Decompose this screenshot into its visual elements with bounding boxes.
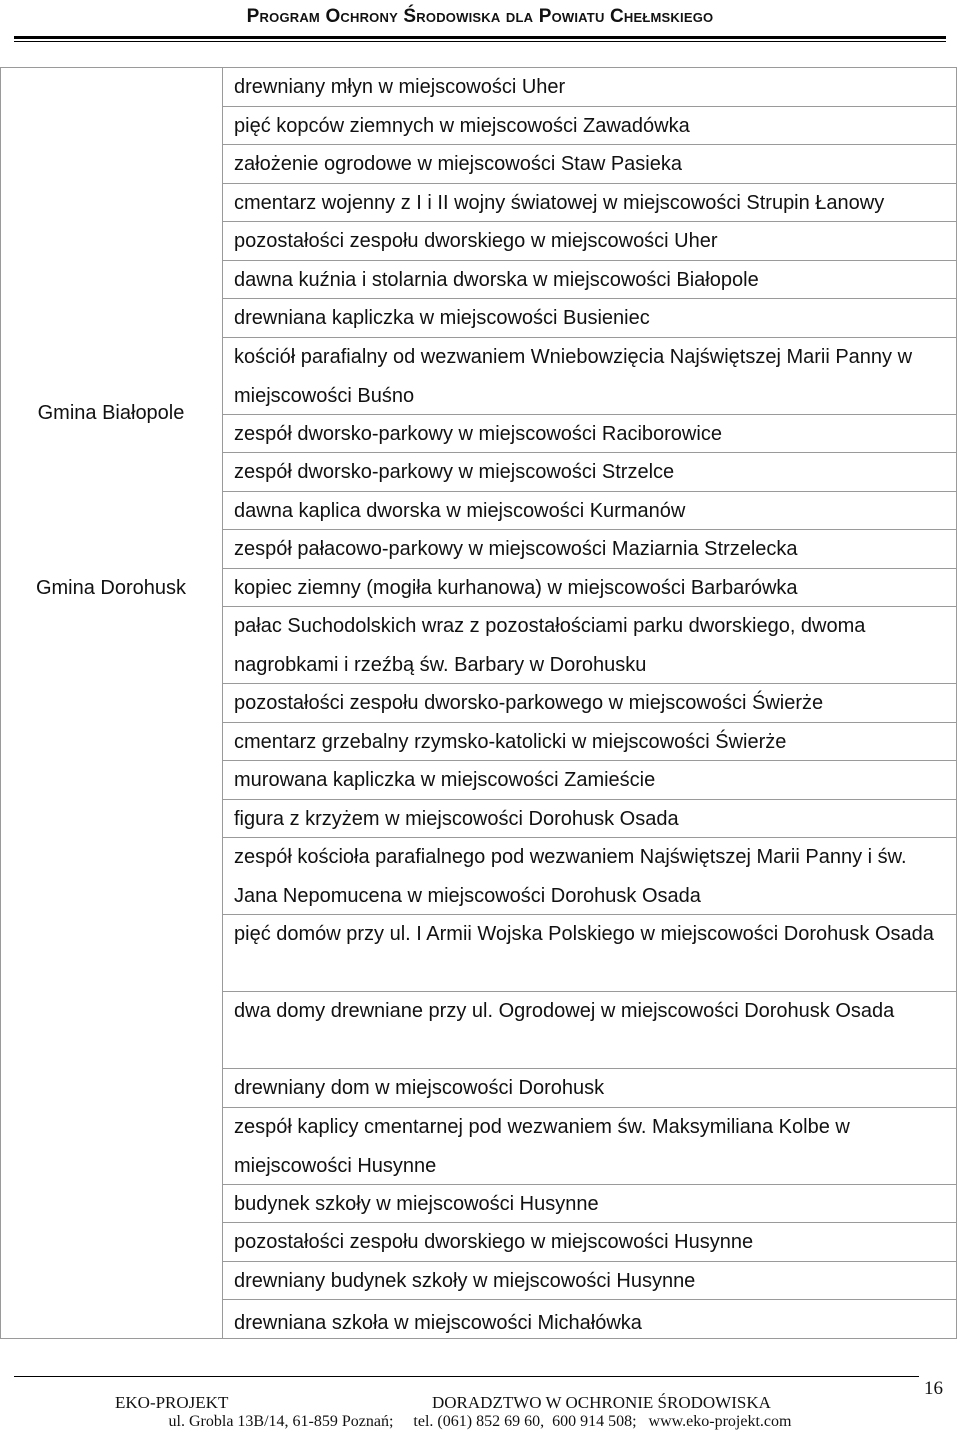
monument-entry: murowana kapliczka w miejscowości Zamieście xyxy=(234,769,656,791)
table-column-separator xyxy=(222,67,223,1339)
monument-entry: założenie ogrodowe w miejscowości Staw Pasieka xyxy=(234,153,682,175)
footer-rule xyxy=(14,1376,919,1377)
monument-entry: pozostałości zespołu dworsko-parkowego w miejscowości Świerże xyxy=(234,692,824,714)
monument-entry: pałac Suchodolskich wraz z pozostałościami parku dworskiego, dwoma nagrobkami i rzeźbą św. Barbary w Dorohusku xyxy=(234,615,866,676)
footer-website: www.eko-projekt.com xyxy=(648,1413,792,1430)
footer-service: DORADZTWO W OCHRONIE ŚRODOWISKA xyxy=(432,1393,771,1412)
monument-entry: drewniana kapliczka w miejscowości Busieniec xyxy=(234,307,650,329)
monument-entry: pięć domów przy ul. I Armii Wojska Polskiego w miejscowości Dorohusk Osada xyxy=(234,923,934,945)
monument-entry: figura z krzyżem w miejscowości Dorohusk Osada xyxy=(234,808,679,830)
monument-entry: pozostałości zespołu dworskiego w miejscowości Uher xyxy=(234,230,718,252)
monument-entry: kościół parafialny od wezwaniem Wniebowzięcia Najświętszej Marii Panny w miejscowości Buśno xyxy=(234,346,913,407)
monument-entry: dawna kuźnia i stolarnia dworska w miejscowości Białopole xyxy=(234,269,759,291)
page-header-title: Program Ochrony Środowiska dla Powiatu Chełmskiego xyxy=(246,6,714,27)
monument-entry: dwa domy drewniane przy ul. Ogrodowej w miejscowości Dorohusk Osada xyxy=(234,1000,895,1022)
monument-entry: pięć kopców ziemnych w miejscowości Zawadówka xyxy=(234,115,690,137)
monument-entry: budynek szkoły w miejscowości Husynne xyxy=(234,1193,599,1215)
monument-entry: drewniany dom w miejscowości Dorohusk xyxy=(234,1077,605,1099)
monument-entry: zespół pałacowo-parkowy w miejscowości Maziarnia Strzelecka xyxy=(234,538,798,560)
header-rule-thin xyxy=(14,41,946,42)
footer-phone: tel. (061) 852 69 60, 600 914 508; xyxy=(413,1413,637,1430)
gmina-label: Gmina Białopole xyxy=(37,402,185,424)
monument-entry: cmentarz wojenny z I i II wojny światowej w miejscowości Strupin Łanowy xyxy=(234,192,885,214)
monument-entry: cmentarz grzebalny rzymsko-katolicki w miejscowości Świerże xyxy=(234,731,787,753)
footer-address: ul. Grobla 13B/14, 61-859 Poznań; xyxy=(168,1413,394,1430)
monument-entry: drewniany młyn w miejscowości Uher xyxy=(234,76,566,98)
page-header xyxy=(0,0,960,40)
monument-entry: pozostałości zespołu dworskiego w miejscowości Husynne xyxy=(234,1231,754,1253)
monument-entry: zespół kościoła parafialnego pod wezwaniem Najświętszej Marii Panny i św. Jana Nepomucena w miejscowości Dorohusk Osada xyxy=(234,846,907,907)
footer-company: EKO-PROJEKT xyxy=(115,1393,229,1412)
monument-entry: zespół dworsko-parkowy w miejscowości Raciborowice xyxy=(234,423,722,445)
gmina-label: Gmina Dorohusk xyxy=(35,577,187,599)
page-number: 16 xyxy=(924,1378,943,1399)
footer-contact-line xyxy=(0,1413,960,1431)
monument-entry: zespół kaplicy cmentarnej pod wezwaniem św. Maksymiliana Kolbe w miejscowości Husynne xyxy=(234,1116,850,1177)
monument-entry: drewniany budynek szkoły w miejscowości Husynne xyxy=(234,1270,696,1292)
header-rule-thick xyxy=(14,36,946,39)
monument-entry: zespół dworsko-parkowy w miejscowości Strzelce xyxy=(234,461,675,483)
monument-entry: dawna kaplica dworska w miejscowości Kurmanów xyxy=(234,500,686,522)
monument-entry: kopiec ziemny (mogiła kurhanowa) w miejscowości Barbarówka xyxy=(234,577,798,599)
monument-entry: drewniana szkoła w miejscowości Michałówka xyxy=(234,1312,642,1334)
